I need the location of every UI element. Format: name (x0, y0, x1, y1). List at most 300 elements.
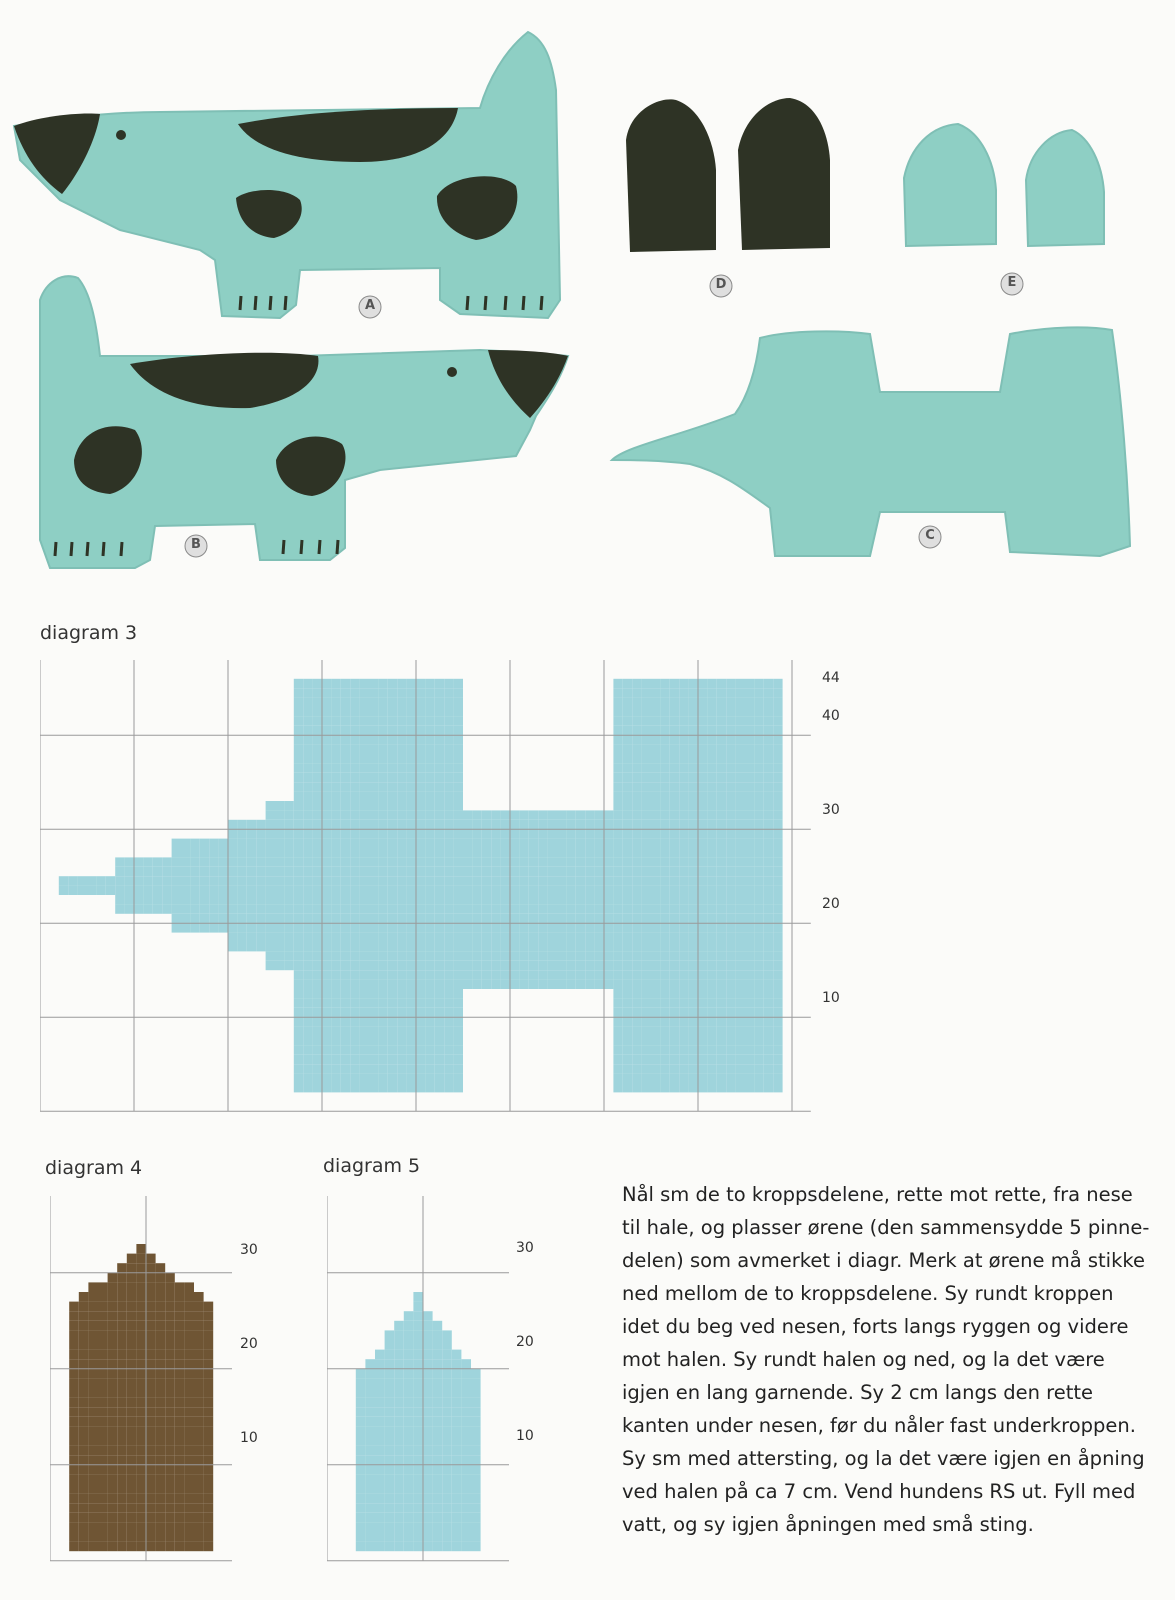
filled-stitch (717, 848, 726, 857)
filled-stitch (423, 1455, 433, 1465)
filled-stitch (313, 1036, 322, 1045)
filled-stitch (444, 801, 453, 810)
filled-stitch (341, 679, 350, 688)
filled-stitch (350, 745, 359, 754)
filled-stitch (538, 839, 547, 848)
filled-stitch (707, 716, 716, 725)
filled-stitch (146, 1532, 156, 1542)
filled-stitch (736, 1074, 745, 1083)
filled-stitch (313, 792, 322, 801)
filled-stitch (303, 1064, 312, 1073)
filled-stitch (108, 1436, 118, 1446)
label-a: A (364, 298, 376, 313)
filled-stitch (642, 1008, 651, 1017)
filled-stitch (228, 923, 237, 932)
filled-stitch (454, 801, 463, 810)
filled-stitch (425, 923, 434, 932)
filled-stitch (442, 1484, 452, 1494)
filled-stitch (360, 933, 369, 942)
filled-stitch (247, 820, 256, 829)
filled-stitch (284, 923, 293, 932)
filled-stitch (566, 867, 575, 876)
filled-stitch (660, 876, 669, 885)
filled-stitch (413, 1503, 423, 1513)
filled-stitch (350, 754, 359, 763)
filled-stitch (557, 923, 566, 932)
filled-stitch (454, 970, 463, 979)
filled-stitch (689, 970, 698, 979)
filled-stitch (585, 970, 594, 979)
filled-stitch (275, 895, 284, 904)
filled-stitch (425, 951, 434, 960)
filled-stitch (717, 867, 726, 876)
filled-stitch (416, 1017, 425, 1026)
filled-stitch (378, 839, 387, 848)
filled-stitch (146, 1503, 156, 1513)
filled-stitch (435, 1074, 444, 1083)
filled-stitch (294, 698, 303, 707)
filled-stitch (397, 989, 406, 998)
filled-stitch (764, 989, 773, 998)
filled-stitch (433, 1455, 443, 1465)
filled-stitch (365, 1455, 375, 1465)
filled-stitch (313, 754, 322, 763)
filled-stitch (404, 1484, 414, 1494)
filled-stitch (397, 970, 406, 979)
filled-stitch (435, 1027, 444, 1036)
filled-stitch (435, 735, 444, 744)
filled-stitch (510, 820, 519, 829)
filled-stitch (190, 867, 199, 876)
filled-stitch (322, 1055, 331, 1064)
filled-stitch (313, 970, 322, 979)
filled-stitch (425, 1008, 434, 1017)
filled-stitch (745, 923, 754, 932)
filled-stitch (134, 895, 143, 904)
filled-stitch (452, 1532, 462, 1542)
filled-stitch (463, 895, 472, 904)
filled-stitch (331, 820, 340, 829)
filled-stitch (548, 810, 557, 819)
filled-stitch (175, 1484, 185, 1494)
filled-stitch (69, 1311, 79, 1321)
filled-stitch (79, 1321, 89, 1331)
filled-stitch (698, 810, 707, 819)
filled-stitch (294, 801, 303, 810)
filled-stitch (773, 745, 782, 754)
filled-stitch (454, 698, 463, 707)
filled-stitch (322, 970, 331, 979)
filled-stitch (651, 942, 660, 951)
filled-stitch (623, 810, 632, 819)
filled-stitch (689, 1064, 698, 1073)
filled-stitch (444, 735, 453, 744)
filled-stitch (689, 1083, 698, 1092)
filled-stitch (707, 923, 716, 932)
filled-stitch (175, 1350, 185, 1360)
filled-stitch (194, 1484, 204, 1494)
filled-stitch (510, 829, 519, 838)
filled-stitch (764, 970, 773, 979)
filled-stitch (237, 848, 246, 857)
filled-stitch (313, 895, 322, 904)
filled-stitch (604, 848, 613, 857)
filled-stitch (209, 923, 218, 932)
filled-stitch (632, 745, 641, 754)
filled-stitch (303, 839, 312, 848)
filled-stitch (651, 1036, 660, 1045)
filled-stitch (127, 1273, 137, 1283)
filled-stitch (726, 820, 735, 829)
filled-stitch (736, 754, 745, 763)
piece-d (626, 98, 830, 252)
filled-stitch (153, 876, 162, 885)
filled-stitch (491, 942, 500, 951)
filled-stitch (557, 810, 566, 819)
filled-stitch (519, 839, 528, 848)
filled-stitch (204, 1321, 214, 1331)
filled-stitch (162, 857, 171, 866)
filled-stitch (369, 1074, 378, 1083)
filled-stitch (204, 1522, 214, 1532)
filled-stitch (397, 876, 406, 885)
filled-stitch (679, 1083, 688, 1092)
filled-stitch (88, 1321, 98, 1331)
filled-stitch (341, 933, 350, 942)
filled-stitch (463, 980, 472, 989)
filled-stitch (452, 1542, 462, 1552)
filled-stitch (190, 848, 199, 857)
filled-stitch (375, 1369, 385, 1379)
filled-stitch (204, 1513, 214, 1523)
filled-stitch (435, 942, 444, 951)
filled-stitch (501, 857, 510, 866)
filled-stitch (444, 773, 453, 782)
filled-stitch (98, 1292, 108, 1302)
filled-stitch (79, 1417, 89, 1427)
filled-stitch (117, 1407, 127, 1417)
filled-stitch (204, 1484, 214, 1494)
filled-stitch (194, 1474, 204, 1484)
filled-stitch (745, 904, 754, 913)
filled-stitch (435, 980, 444, 989)
filled-stitch (566, 848, 575, 857)
filled-stitch (764, 1083, 773, 1092)
filled-stitch (162, 904, 171, 913)
filled-stitch (698, 989, 707, 998)
filled-stitch (501, 951, 510, 960)
filled-stitch (425, 801, 434, 810)
filled-stitch (754, 1083, 763, 1092)
filled-stitch (341, 886, 350, 895)
filled-stitch (416, 1074, 425, 1083)
filled-stitch (433, 1484, 443, 1494)
filled-stitch (146, 1388, 156, 1398)
filled-stitch (341, 1027, 350, 1036)
filled-stitch (423, 1378, 433, 1388)
filled-stitch (385, 1330, 395, 1340)
filled-stitch (397, 745, 406, 754)
filled-stitch (350, 1055, 359, 1064)
filled-stitch (165, 1455, 175, 1465)
filled-stitch (773, 914, 782, 923)
filled-stitch (365, 1407, 375, 1417)
filled-stitch (670, 923, 679, 932)
filled-stitch (416, 754, 425, 763)
filled-stitch (397, 933, 406, 942)
filled-stitch (595, 961, 604, 970)
filled-stitch (707, 698, 716, 707)
filled-stitch (660, 867, 669, 876)
filled-stitch (566, 961, 575, 970)
filled-stitch (442, 1378, 452, 1388)
filled-stitch (175, 1369, 185, 1379)
filled-stitch (313, 942, 322, 951)
filled-stitch (416, 1027, 425, 1036)
filled-stitch (294, 754, 303, 763)
filled-stitch (117, 1369, 127, 1379)
filled-stitch (698, 1045, 707, 1054)
filled-stitch (679, 792, 688, 801)
filled-stitch (322, 1074, 331, 1083)
filled-stitch (433, 1398, 443, 1408)
filled-stitch (146, 1484, 156, 1494)
filled-stitch (303, 933, 312, 942)
filled-stitch (754, 1036, 763, 1045)
filled-stitch (642, 961, 651, 970)
filled-stitch (350, 792, 359, 801)
filled-stitch (698, 1083, 707, 1092)
filled-stitch (388, 848, 397, 857)
filled-stitch (773, 1074, 782, 1083)
filled-stitch (88, 1522, 98, 1532)
filled-stitch (184, 1465, 194, 1475)
filled-stitch (454, 857, 463, 866)
filled-stitch (356, 1532, 366, 1542)
filled-stitch (651, 782, 660, 791)
filled-stitch (613, 1074, 622, 1083)
filled-stitch (698, 904, 707, 913)
filled-stitch (360, 763, 369, 772)
filled-stitch (237, 857, 246, 866)
filled-stitch (294, 1064, 303, 1073)
filled-stitch (707, 1017, 716, 1026)
filled-stitch (294, 942, 303, 951)
filled-stitch (247, 942, 256, 951)
filled-stitch (642, 1064, 651, 1073)
filled-stitch (394, 1522, 404, 1532)
filled-stitch (613, 792, 622, 801)
filled-stitch (623, 933, 632, 942)
filled-stitch (184, 1311, 194, 1321)
filled-stitch (127, 1513, 137, 1523)
filled-stitch (322, 848, 331, 857)
filled-stitch (256, 923, 265, 932)
filled-stitch (313, 1074, 322, 1083)
filled-stitch (125, 904, 134, 913)
filled-stitch (369, 961, 378, 970)
filled-stitch (444, 923, 453, 932)
filled-stitch (623, 1074, 632, 1083)
filled-stitch (463, 942, 472, 951)
filled-stitch (127, 1263, 137, 1273)
filled-stitch (651, 895, 660, 904)
filled-stitch (69, 1359, 79, 1369)
filled-stitch (461, 1388, 471, 1398)
filled-stitch (360, 970, 369, 979)
filled-stitch (717, 773, 726, 782)
filled-stitch (388, 876, 397, 885)
filled-stitch (461, 1494, 471, 1504)
filled-stitch (491, 980, 500, 989)
filled-stitch (433, 1378, 443, 1388)
filled-stitch (341, 980, 350, 989)
filled-stitch (472, 848, 481, 857)
filled-stitch (108, 1350, 118, 1360)
filled-stitch (360, 998, 369, 1007)
filled-stitch (303, 857, 312, 866)
filled-stitch (350, 989, 359, 998)
filled-stitch (341, 961, 350, 970)
filled-stitch (378, 980, 387, 989)
filled-stitch (322, 1027, 331, 1036)
filled-stitch (413, 1369, 423, 1379)
filled-stitch (96, 876, 105, 885)
filled-stitch (375, 1378, 385, 1388)
filled-stitch (204, 1532, 214, 1542)
filled-stitch (284, 961, 293, 970)
filled-stitch (754, 716, 763, 725)
filled-stitch (388, 951, 397, 960)
filled-stitch (88, 1455, 98, 1465)
filled-stitch (378, 942, 387, 951)
filled-stitch (472, 829, 481, 838)
filled-stitch (707, 895, 716, 904)
filled-stitch (679, 1017, 688, 1026)
filled-stitch (356, 1436, 366, 1446)
filled-stitch (679, 857, 688, 866)
filled-stitch (407, 763, 416, 772)
filled-stitch (773, 857, 782, 866)
filled-stitch (350, 970, 359, 979)
filled-stitch (707, 1083, 716, 1092)
filled-stitch (736, 1045, 745, 1054)
filled-stitch (228, 904, 237, 913)
filled-stitch (394, 1350, 404, 1360)
filled-stitch (442, 1436, 452, 1446)
filled-stitch (435, 839, 444, 848)
filled-stitch (651, 998, 660, 1007)
filled-stitch (632, 1036, 641, 1045)
filled-stitch (454, 1055, 463, 1064)
filled-stitch (623, 716, 632, 725)
filled-stitch (670, 951, 679, 960)
filled-stitch (444, 942, 453, 951)
filled-stitch (623, 886, 632, 895)
filled-stitch (127, 1398, 137, 1408)
filled-stitch (341, 726, 350, 735)
filled-stitch (303, 895, 312, 904)
filled-stitch (388, 839, 397, 848)
filled-stitch (360, 895, 369, 904)
filled-stitch (416, 773, 425, 782)
filled-stitch (156, 1369, 166, 1379)
filled-stitch (136, 1417, 146, 1427)
filled-stitch (350, 876, 359, 885)
d4-tick-30: 30 (240, 1242, 258, 1258)
filled-stitch (172, 876, 181, 885)
filled-stitch (397, 726, 406, 735)
filled-stitch (136, 1273, 146, 1283)
filled-stitch (397, 782, 406, 791)
filled-stitch (745, 1055, 754, 1064)
filled-stitch (707, 886, 716, 895)
filled-stitch (444, 980, 453, 989)
filled-stitch (209, 904, 218, 913)
filled-stitch (670, 688, 679, 697)
filled-stitch (717, 782, 726, 791)
filled-stitch (707, 810, 716, 819)
filled-stitch (69, 1378, 79, 1388)
filled-stitch (165, 1542, 175, 1552)
filled-stitch (566, 839, 575, 848)
filled-stitch (548, 933, 557, 942)
filled-stitch (501, 886, 510, 895)
filled-stitch (623, 961, 632, 970)
filled-stitch (444, 782, 453, 791)
filled-stitch (472, 914, 481, 923)
filled-stitch (519, 961, 528, 970)
label-b: B (191, 537, 201, 552)
d3-tick-40: 40 (822, 708, 840, 724)
filled-stitch (651, 1045, 660, 1054)
filled-stitch (394, 1417, 404, 1427)
filled-stitch (360, 951, 369, 960)
filled-stitch (350, 867, 359, 876)
filled-stitch (117, 1484, 127, 1494)
filled-stitch (69, 1542, 79, 1552)
filled-stitch (388, 989, 397, 998)
filled-stitch (707, 951, 716, 960)
filled-stitch (566, 942, 575, 951)
filled-stitch (707, 792, 716, 801)
filled-stitch (623, 876, 632, 885)
filled-stitch (613, 848, 622, 857)
filled-stitch (322, 839, 331, 848)
filled-stitch (146, 1330, 156, 1340)
filled-stitch (442, 1388, 452, 1398)
filled-stitch (416, 998, 425, 1007)
filled-stitch (585, 810, 594, 819)
filled-stitch (501, 904, 510, 913)
filled-stitch (394, 1484, 404, 1494)
filled-stitch (425, 857, 434, 866)
filled-stitch (773, 810, 782, 819)
filled-stitch (623, 773, 632, 782)
filled-stitch (375, 1359, 385, 1369)
filled-stitch (670, 1083, 679, 1092)
filled-stitch (331, 951, 340, 960)
filled-stitch (294, 1055, 303, 1064)
filled-stitch (679, 698, 688, 707)
filled-stitch (190, 904, 199, 913)
filled-stitch (341, 773, 350, 782)
filled-stitch (461, 1513, 471, 1523)
filled-stitch (736, 792, 745, 801)
filled-stitch (491, 867, 500, 876)
filled-stitch (454, 810, 463, 819)
filled-stitch (670, 970, 679, 979)
